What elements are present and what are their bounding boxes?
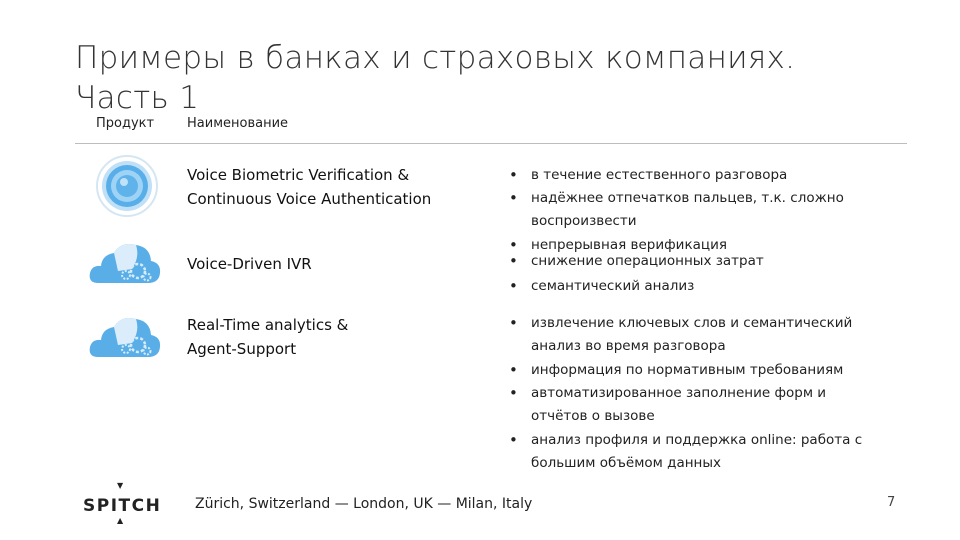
bullet-icon: • [509,314,518,332]
cloud-gears-icon [88,311,162,361]
bullet-item: • семантический анализ [509,275,869,298]
bullet-icon: • [509,166,518,184]
column-header-name: Наименование [187,116,289,131]
bullet-item: • извлечение ключевых слов и семантический анализ во время разговора [509,314,853,354]
bullet-item: • непрерывная верификация [509,234,869,257]
bullet-item: • анализ профиля и поддержка online: работа с большим объёмом данных [509,431,863,471]
bullet-icon: • [509,252,518,270]
bullet-icon: • [509,189,518,207]
header-divider [75,143,907,144]
product-name-line: Real-Time analytics & [187,316,349,334]
bullet-icon: • [509,361,518,379]
triangle-up-icon: ▲ [117,516,124,525]
product-name-line: Voice Biometric Verification & [187,166,410,184]
page-number: 7 [887,495,896,510]
product-name-row-1 [187,163,431,211]
slide-title: Примеры в банках и страховых компаниях. Часть 1 [75,40,796,116]
product-name-line: Voice-Driven IVR [187,255,312,273]
bullet-icon: • [509,431,518,449]
bullet-icon: • [509,384,518,402]
concentric-circles-icon [95,154,159,218]
product-name-row-2 [187,252,312,276]
logo-text: SPITCH [83,496,162,516]
cloud-gears-icon [88,237,162,287]
bullet-item: • надёжнее отпечатков пальцев, т.к. сложно воспроизвести [509,189,844,229]
bullet-item: • автоматизированное заполнение форм и отчётов о вызове [509,384,827,424]
bullet-icon: • [509,277,518,295]
bullet-item: • снижение операционных затрат [509,250,869,273]
spitch-logo [83,483,163,527]
product-name-line: Continuous Voice Authentication [187,190,432,208]
triangle-down-icon: ▼ [117,481,124,490]
bullet-item: • информация по нормативным требованиям [509,359,879,382]
bullet-icon: • [509,236,518,254]
footer-locations: Zürich, Switzerland — London, UK — Milan, Italy [195,496,533,512]
product-name-row-3 [187,313,348,361]
column-header-product: Продукт [96,116,155,131]
product-name-line: Agent-Support [187,340,297,358]
bullet-item: • в течение естественного разговора [509,164,869,187]
